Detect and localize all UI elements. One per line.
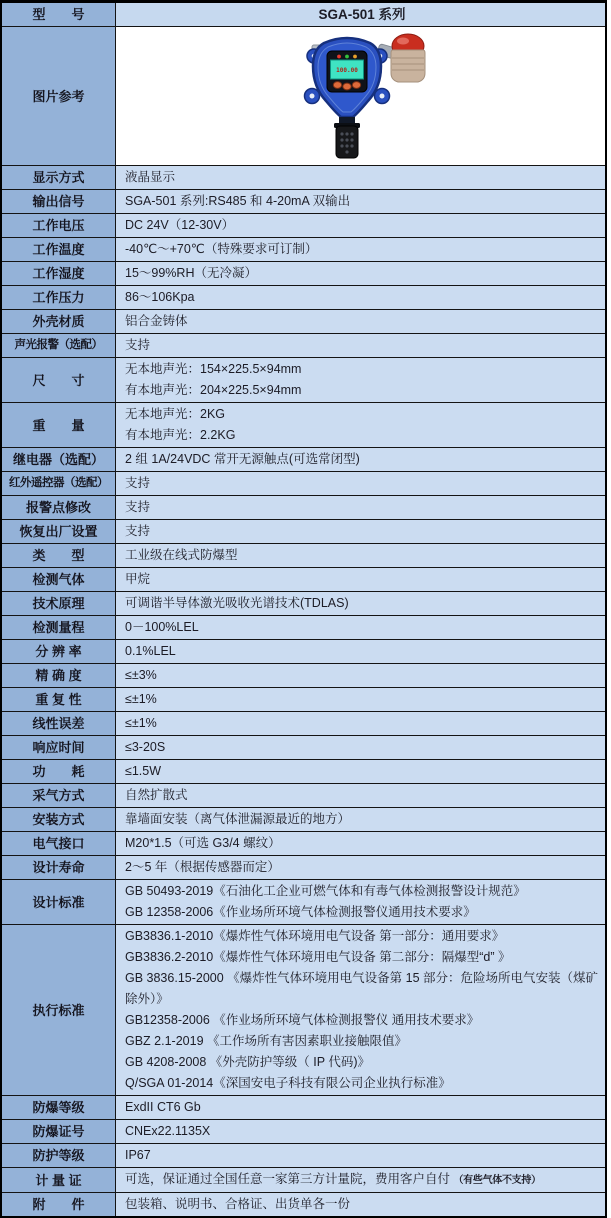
led-fault: [353, 54, 357, 58]
table-row: [2, 736, 605, 760]
fine-print: （有些气体不支持）: [453, 1175, 541, 1186]
row-value: [116, 1120, 605, 1143]
row-label: 安装方式: [2, 808, 116, 831]
row-label: 工作湿度: [2, 262, 116, 285]
row-value: [116, 190, 605, 213]
value-line: SGA-501 系列: [318, 7, 406, 22]
row-value: [116, 334, 605, 357]
table-row: [2, 166, 605, 190]
table-row: [2, 568, 605, 592]
table-row: [2, 3, 605, 27]
row-label: 设计标准: [2, 880, 116, 924]
value-line: ≤3-20S: [125, 740, 166, 754]
row-label: 外壳材质: [2, 310, 116, 333]
value-line: 支持: [125, 524, 151, 538]
row-label: 工作温度: [2, 238, 116, 261]
row-value: [116, 1096, 605, 1119]
row-label: 响应时间: [2, 736, 116, 759]
row-value: [116, 166, 605, 189]
row-label: 分 辨 率: [2, 640, 116, 663]
value-line: GB 12358-2006《作业场所环境气体检测报警仪通用技术要求》: [125, 905, 476, 919]
row-label: 工作压力: [2, 286, 116, 309]
value-line: CNEx22.1135X: [125, 1124, 211, 1138]
row-value: [116, 640, 605, 663]
value-line: 0.1%LEL: [125, 644, 176, 658]
row-label: 防护等级: [2, 1144, 116, 1167]
value-line: 靠墙面安装（离气体泄漏源最近的地方）: [125, 812, 351, 826]
table-row: [2, 27, 605, 166]
row-label: 执行标准: [2, 925, 116, 1095]
row-value: [116, 262, 605, 285]
value-line: 支持: [125, 476, 151, 490]
row-label: 防爆等级: [2, 1096, 116, 1119]
table-row: [2, 784, 605, 808]
row-value: [116, 784, 605, 807]
row-label: 工作电压: [2, 214, 116, 237]
value-line: 液晶显示: [125, 170, 176, 184]
value-line: IP67: [125, 1148, 151, 1162]
row-value: [116, 760, 605, 783]
row-label: 检测量程: [2, 616, 116, 639]
value-line: 2 组 1A/24VDC 常开无源触点(可选常闭型): [125, 452, 360, 466]
row-label: 计 量 证: [2, 1168, 116, 1192]
table-row: [2, 664, 605, 688]
table-row: [2, 925, 605, 1096]
table-row: [2, 640, 605, 664]
table-row: [2, 496, 605, 520]
table-row: [2, 286, 605, 310]
table-row: [2, 214, 605, 238]
value-line: ≤±1%: [125, 692, 157, 706]
row-value: [116, 358, 605, 402]
table-row: [2, 808, 605, 832]
table-row: [2, 238, 605, 262]
row-value: [116, 808, 605, 831]
row-label: 附 件: [2, 1193, 116, 1216]
row-label: 功 耗: [2, 760, 116, 783]
value-line: GB3836.2-2010《爆炸性气体环境用电气设备 第二部分：隔爆型“d” 》: [125, 950, 511, 964]
value-line: 包装箱、说明书、合格证、出货单各一份: [125, 1197, 351, 1211]
table-row: [2, 520, 605, 544]
led-alarm: [337, 54, 341, 58]
row-label: 精 确 度: [2, 664, 116, 687]
table-row: [2, 688, 605, 712]
row-value: [116, 1168, 605, 1192]
table-row: [2, 190, 605, 214]
row-value: [116, 1193, 605, 1216]
table-row: [2, 448, 605, 472]
table-row: [2, 1168, 605, 1193]
value-line: 有本地声光：204×225.5×94mm: [125, 383, 302, 397]
value-line: GB3836.1-2010《爆炸性气体环境用电气设备 第一部分：通用要求》: [125, 929, 505, 943]
row-value: [116, 214, 605, 237]
table-row: [2, 358, 605, 403]
row-value: [116, 832, 605, 855]
row-label: 类 型: [2, 544, 116, 567]
value-line: -40℃～+70℃（特殊要求可订制）: [125, 242, 318, 256]
value-line: 无本地声光：2KG: [125, 407, 226, 421]
row-label: 继电器（选配）: [2, 448, 116, 471]
row-value: [116, 472, 605, 495]
table-row: [2, 712, 605, 736]
table-row: [2, 1120, 605, 1144]
table-row: [2, 832, 605, 856]
table-row: [2, 1193, 605, 1216]
row-value: [116, 1144, 605, 1167]
value-line: 支持: [125, 500, 151, 514]
alarm-beacon-icon: [391, 34, 425, 82]
value-line: GBZ 2.1-2019 《工作场所有害因素职业接触限值》: [125, 1034, 407, 1048]
button-middle: [342, 83, 350, 90]
row-value: [116, 496, 605, 519]
value-line: DC 24V（12-30V）: [125, 218, 235, 232]
table-row: [2, 616, 605, 640]
row-value: [116, 880, 605, 924]
value-line: 15～99%RH（无冷凝）: [125, 266, 257, 280]
row-label: 图片参考: [2, 27, 116, 165]
row-value: [116, 520, 605, 543]
table-row: [2, 472, 605, 496]
table-row: [2, 334, 605, 358]
value-line: GB12358-2006 《作业场所环境气体检测报警仪 通用技术要求》: [125, 1013, 480, 1027]
value-line: ≤±3%: [125, 668, 157, 682]
row-label: 电气接口: [2, 832, 116, 855]
table-row: [2, 310, 605, 334]
row-value: [116, 238, 605, 261]
row-value: [116, 712, 605, 735]
value-line: 工业级在线式防爆型: [125, 548, 238, 562]
row-label: 尺 寸: [2, 358, 116, 402]
value-line: 铝合金铸体: [125, 314, 188, 328]
row-label: 重 复 性: [2, 688, 116, 711]
row-label: 红外遥控器（选配）: [2, 472, 116, 495]
row-value: [116, 616, 605, 639]
row-value: [116, 27, 605, 165]
row-label: 恢复出厂设置: [2, 520, 116, 543]
row-label: 检测气体: [2, 568, 116, 591]
value-line: 支持: [125, 338, 151, 352]
row-value: [116, 448, 605, 471]
value-line: 甲烷: [125, 572, 151, 586]
value-line: 2～5 年（根据传感器而定）: [125, 860, 280, 874]
value-line: ExdII CT6 Gb: [125, 1100, 201, 1114]
lcd-reading: 100.00: [335, 66, 358, 74]
row-label: 线性误差: [2, 712, 116, 735]
row-label: 声光报警（选配）: [2, 334, 116, 357]
table-row: [2, 403, 605, 448]
row-value: [116, 856, 605, 879]
value-line: 自然扩散式: [125, 788, 188, 802]
value-line: 0－100%LEL: [125, 620, 199, 634]
row-label: 报警点修改: [2, 496, 116, 519]
table-row: [2, 262, 605, 286]
value-line: M20*1.5（可选 G3/4 螺纹）: [125, 836, 281, 850]
value-line: GB 4208-2008 《外壳防护等级（ IP 代码)》: [125, 1055, 370, 1069]
row-value: [116, 664, 605, 687]
sensor-head: [334, 117, 360, 158]
row-value: [116, 736, 605, 759]
row-label: 重 量: [2, 403, 116, 447]
value-line: ≤±1%: [125, 716, 157, 730]
row-value: [116, 688, 605, 711]
value-line: GB 50493-2019《石油化工企业可燃气体和有毒气体检测报警设计规范》: [125, 884, 526, 898]
row-label: 防爆证号: [2, 1120, 116, 1143]
device-image: [298, 30, 448, 163]
row-label: 设计寿命: [2, 856, 116, 879]
row-value: [116, 310, 605, 333]
row-label: 采气方式: [2, 784, 116, 807]
row-value: [116, 925, 605, 1095]
value-line: Q/SGA 01-2014《深国安电子科技有限公司企业执行标准》: [125, 1076, 451, 1090]
row-value: [116, 544, 605, 567]
gas-detector-illustration: [298, 30, 448, 160]
table-row: [2, 760, 605, 784]
row-value: [116, 3, 605, 26]
value-line: 无本地声光：154×225.5×94mm: [125, 362, 302, 376]
button-right: [352, 81, 360, 88]
row-label: 技术原理: [2, 592, 116, 615]
led-power: [345, 54, 349, 58]
table-row: [2, 856, 605, 880]
value-line: 86～106Kpa: [125, 290, 195, 304]
row-value: [116, 403, 605, 447]
row-label: 显示方式: [2, 166, 116, 189]
table-row: [2, 880, 605, 925]
row-value: [116, 286, 605, 309]
display-panel: [327, 51, 367, 92]
value-line: 可选，保证通过全国任意一家第三方计量院，费用客户自付 （有些气体不支持）: [125, 1172, 541, 1186]
table-row: [2, 592, 605, 616]
row-label: 输出信号: [2, 190, 116, 213]
button-left: [333, 81, 341, 88]
table-row: [2, 544, 605, 568]
value-line: GB 3836.15-2000 《爆炸性气体环境用电气设备第 15 部分：危险场所电气安装（煤矿除外）》: [125, 971, 599, 1006]
value-line: ≤1.5W: [125, 764, 162, 778]
table-row: [2, 1096, 605, 1120]
value-line: 有本地声光：2.2KG: [125, 428, 236, 442]
row-value: [116, 568, 605, 591]
table-row: [2, 1144, 605, 1168]
value-line: SGA-501 系列:RS485 和 4-20mA 双输出: [125, 194, 351, 208]
value-line: 可调谐半导体激光吸收光谱技术(TDLAS): [125, 596, 349, 610]
row-value: [116, 592, 605, 615]
row-label: 型 号: [2, 3, 116, 26]
